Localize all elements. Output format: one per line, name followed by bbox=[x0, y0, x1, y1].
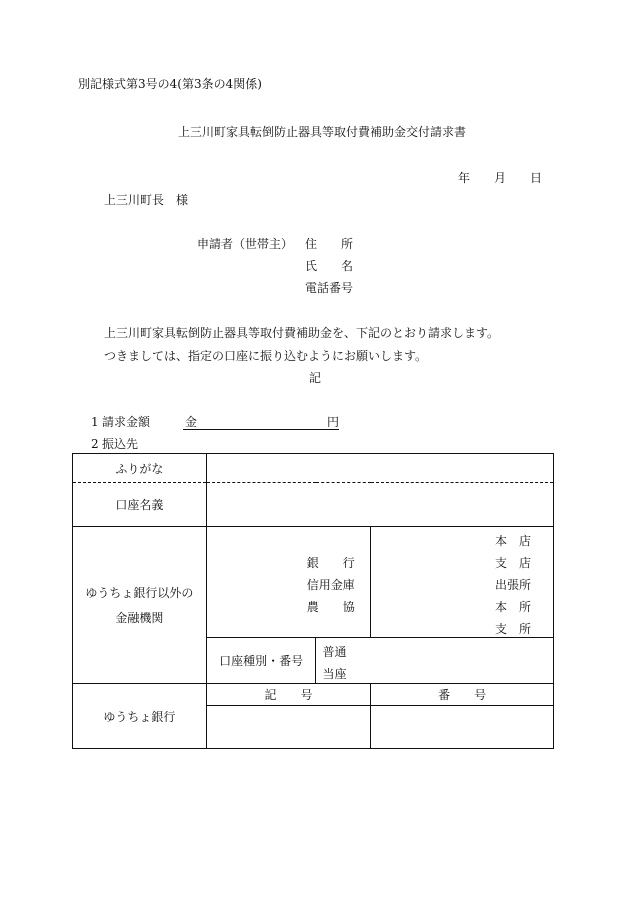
inst-type-shinkin: 信用金庫 bbox=[306, 578, 355, 592]
furigana-label: ふりがな bbox=[73, 454, 207, 483]
date-day: 日 bbox=[530, 171, 543, 185]
transfer-account-table bbox=[72, 453, 554, 749]
amount-yen: 円 bbox=[326, 415, 339, 429]
inst-type-bank: 銀 行 bbox=[306, 556, 355, 570]
date-month: 月 bbox=[494, 171, 507, 185]
branch-type-honsho: 本 所 bbox=[494, 600, 531, 614]
branch-type-shucchojo: 出張所 bbox=[494, 578, 531, 592]
form-reference: 別記様式第3号の4(第3条の4関係) bbox=[78, 77, 262, 91]
account-name-field[interactable] bbox=[206, 483, 553, 527]
applicant-label: 申請者（世帯主） bbox=[197, 237, 294, 251]
furigana-field[interactable] bbox=[206, 454, 553, 483]
kigou-header: 記 号 bbox=[206, 684, 371, 706]
applicant-name-label: 氏 名 bbox=[305, 259, 354, 273]
addressee: 上三川町長 様 bbox=[104, 193, 189, 207]
bangou-header: 番 号 bbox=[371, 684, 554, 706]
applicant-address-label: 住 所 bbox=[305, 237, 354, 251]
item-1-label: 請求金額 bbox=[102, 415, 151, 429]
account-name-text: 口座名義 bbox=[115, 498, 164, 512]
bangou-field[interactable] bbox=[371, 706, 554, 749]
account-type-toza: 当座 bbox=[322, 667, 347, 681]
branch-cell[interactable] bbox=[371, 527, 554, 638]
document-title: 上三川町家具転倒防止器具等取付費補助金交付請求書 bbox=[178, 125, 467, 139]
account-name-label bbox=[73, 483, 207, 527]
date-year: 年 bbox=[458, 171, 471, 185]
branch-type-shiten: 支 店 bbox=[494, 556, 531, 570]
account-type-label: 口座種別・番号 bbox=[206, 638, 316, 684]
inst-type-nokyo: 農 協 bbox=[306, 600, 355, 614]
other-bank-label bbox=[73, 527, 207, 684]
body-line-1: 上三川町家具転倒防止器具等取付費補助金を、下記のとおり請求します。 bbox=[104, 326, 500, 340]
kigou-field[interactable] bbox=[206, 706, 371, 749]
body-line-2: つきましては、指定の口座に振り込むようにお願いします。 bbox=[104, 349, 428, 363]
item-2-number: 2 bbox=[91, 437, 99, 451]
amount-field[interactable] bbox=[183, 414, 339, 430]
other-bank-label-line-2: 金融機関 bbox=[115, 611, 164, 625]
amount-kin: 金 bbox=[185, 415, 198, 429]
branch-type-shisho: 支 所 bbox=[494, 622, 531, 636]
yucho-label: ゆうちょ銀行 bbox=[73, 684, 207, 749]
institution-cell[interactable] bbox=[206, 527, 371, 638]
item-2-label: 振込先 bbox=[102, 437, 139, 451]
branch-type-honten: 本 店 bbox=[494, 534, 531, 548]
applicant-phone-label: 電話番号 bbox=[305, 281, 354, 295]
account-type-field[interactable] bbox=[316, 638, 554, 684]
other-bank-label-line-1: ゆうちょ銀行以外の bbox=[85, 586, 194, 600]
item-1-number: 1 bbox=[91, 415, 99, 429]
account-type-futsu: 普通 bbox=[322, 645, 347, 659]
ki-heading: 記 bbox=[309, 371, 322, 385]
